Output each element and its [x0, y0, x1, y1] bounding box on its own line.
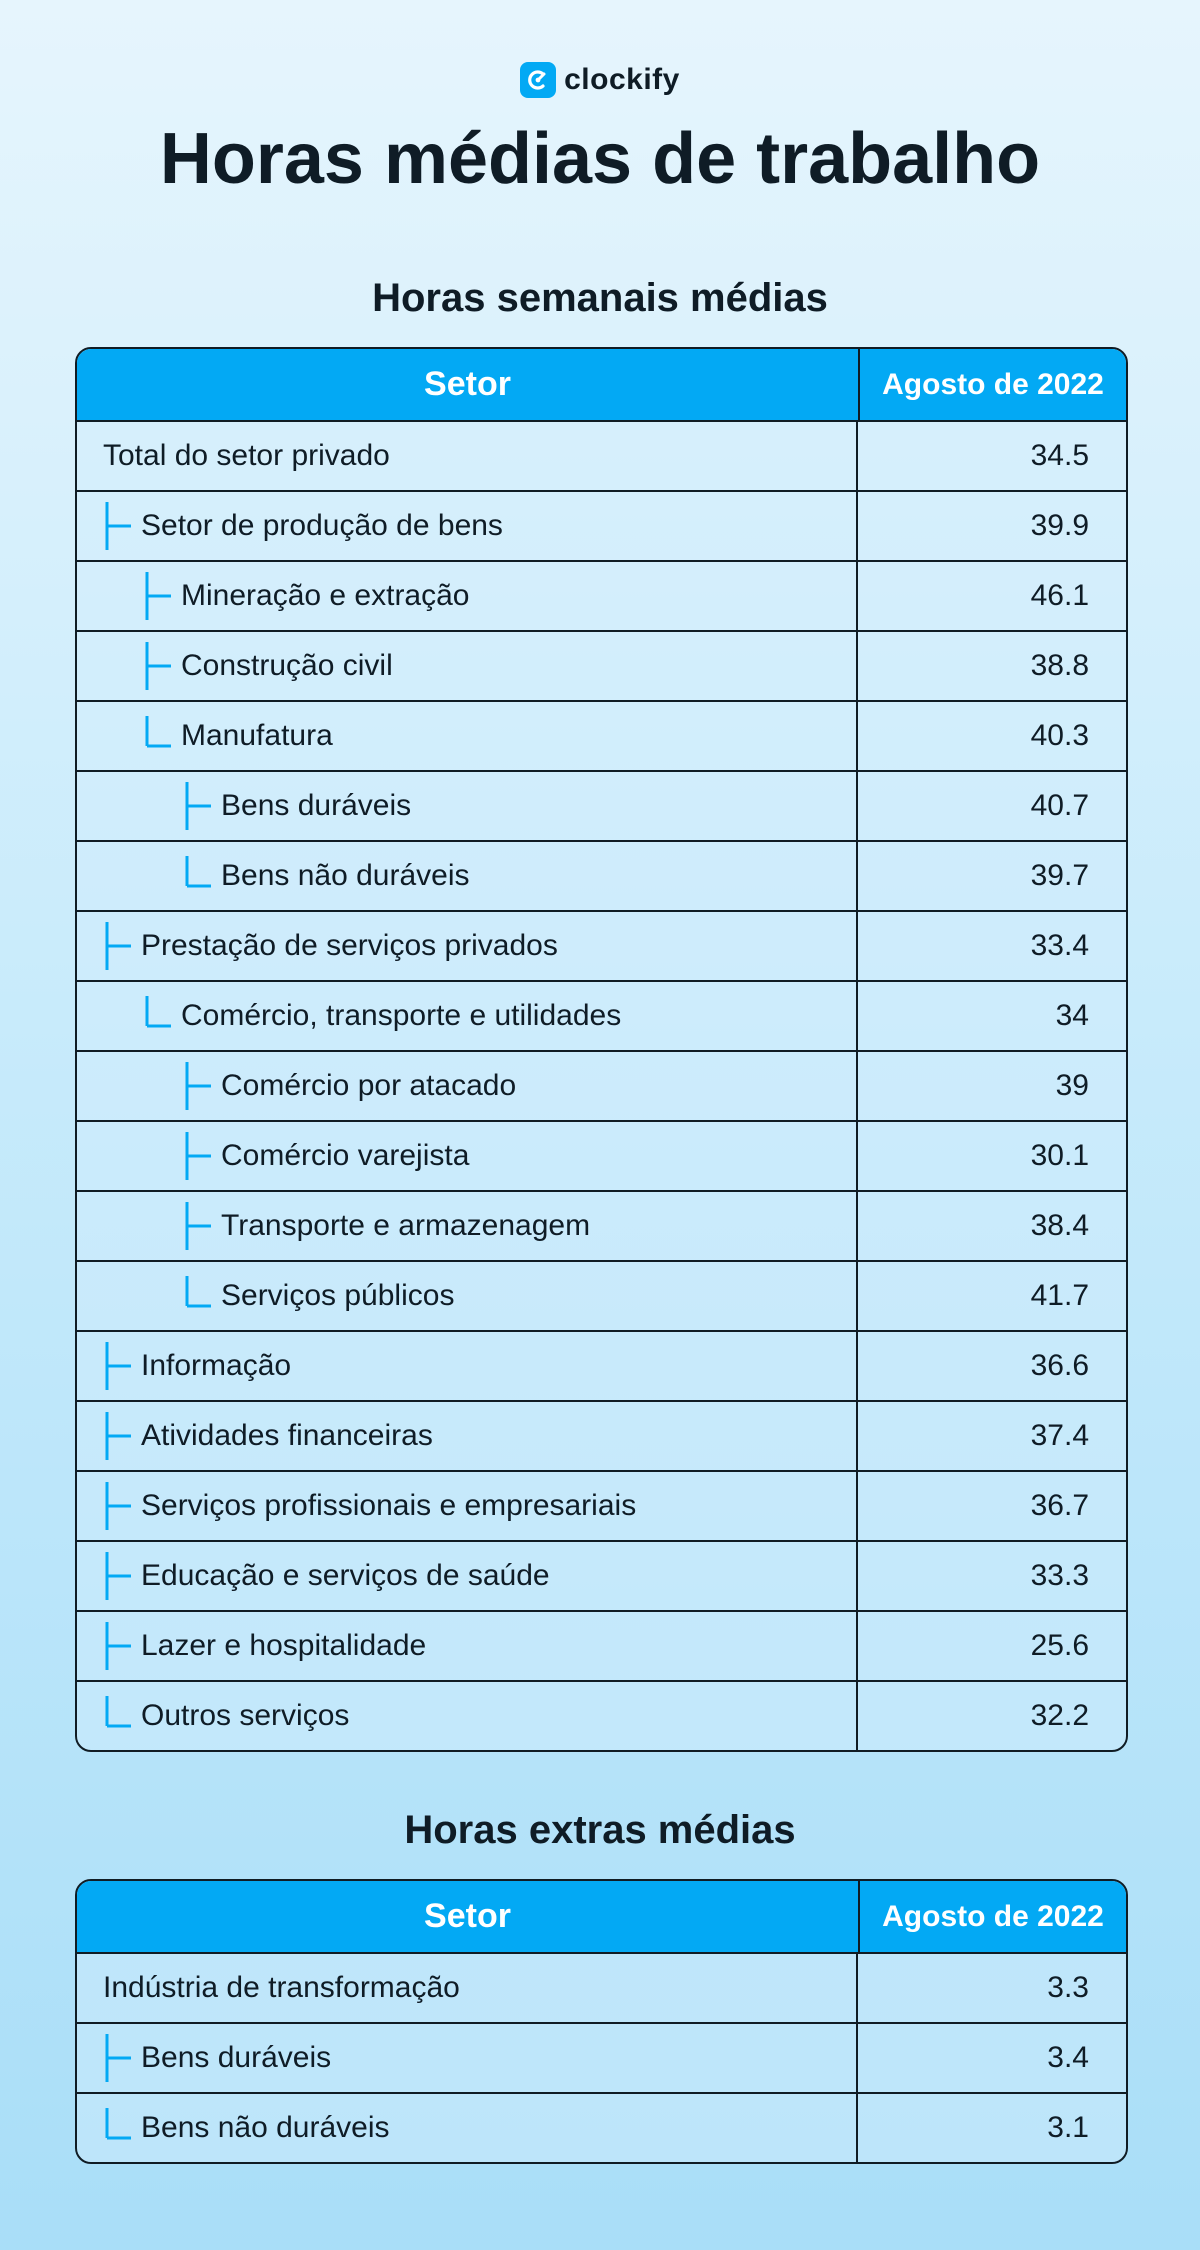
hours-value: 3.3 [1047, 1971, 1089, 2004]
table-row [77, 422, 1126, 492]
hours-value: 30.1 [1030, 1139, 1089, 1172]
sector-cell [77, 1332, 858, 1400]
sector-label: Bens não duráveis [221, 859, 470, 892]
table-row [77, 1472, 1126, 1542]
sector-label: Lazer e hospitalidade [141, 1629, 427, 1662]
sector-label: Bens duráveis [221, 789, 412, 822]
sector-cell [77, 1192, 858, 1260]
table-row [77, 1612, 1126, 1682]
logo-text: clockify [564, 63, 680, 96]
table-row [77, 1542, 1126, 1612]
tree-branch-icon [103, 1552, 141, 1600]
table-row [77, 772, 1126, 842]
tree-end-branch-icon [143, 992, 181, 1040]
sector-label: Total do setor privado [103, 439, 390, 472]
page-title: Horas médias de trabalho [159, 119, 1041, 199]
sector-label: Transporte e armazenagem [221, 1209, 591, 1242]
tree-branch-icon [103, 1622, 141, 1670]
hours-value: 33.4 [1030, 929, 1089, 962]
tree-branch-icon [103, 1342, 141, 1390]
table-row [77, 702, 1126, 772]
sector-label: Indústria de transformação [103, 1971, 460, 2004]
sector-label: Outros serviços [141, 1699, 350, 1732]
tree-branch-icon [183, 782, 221, 830]
hours-value: 33.3 [1030, 1559, 1089, 1592]
sector-cell [77, 1472, 858, 1540]
sector-cell [77, 422, 858, 490]
sector-cell [77, 982, 858, 1050]
hours-value: 41.7 [1030, 1279, 1089, 1312]
tree-end-branch-icon [183, 852, 221, 900]
sector-cell [77, 1262, 858, 1330]
tree-end-branch-icon [103, 2104, 141, 2152]
sector-label: Manufatura [181, 719, 333, 752]
sector-cell [77, 842, 858, 910]
sector-cell [77, 2094, 858, 2162]
sector-cell [77, 912, 858, 980]
table-row [77, 2024, 1126, 2094]
sector-cell [77, 772, 858, 840]
table-row [77, 1192, 1126, 1262]
table-row [77, 1402, 1126, 1472]
hours-value: 3.4 [1047, 2041, 1089, 2074]
sector-label: Bens duráveis [141, 2041, 332, 2074]
sector-label: Informação [141, 1349, 292, 1382]
sector-label: Comércio por atacado [221, 1069, 517, 1102]
sector-cell [77, 1954, 858, 2022]
sector-cell [77, 492, 858, 560]
sector-cell [77, 632, 858, 700]
tree-branch-icon [103, 502, 141, 550]
hours-value: 40.3 [1030, 719, 1089, 752]
hours-value: 40.7 [1030, 789, 1089, 822]
sector-label: Comércio varejista [221, 1139, 470, 1172]
sector-cell [77, 1682, 858, 1750]
tree-branch-icon [103, 2034, 141, 2082]
sector-cell [77, 1612, 858, 1680]
hours-value: 37.4 [1030, 1419, 1089, 1452]
table-row [77, 842, 1126, 912]
column-header-date: Agosto de 2022 [882, 1899, 1104, 1933]
hours-value: 38.4 [1030, 1209, 1089, 1242]
hours-value: 34 [1055, 999, 1089, 1032]
tree-branch-icon [143, 572, 181, 620]
sector-cell [77, 2024, 858, 2092]
hours-value: 36.7 [1030, 1489, 1089, 1522]
table-row [77, 1954, 1126, 2024]
sector-cell [77, 702, 858, 770]
hours-value: 36.6 [1030, 1349, 1089, 1382]
table-row [77, 1122, 1126, 1192]
sector-label: Bens não duráveis [141, 2111, 390, 2144]
sector-label: Prestação de serviços privados [141, 929, 558, 962]
tree-end-branch-icon [103, 1692, 141, 1740]
sector-cell [77, 1542, 858, 1610]
sector-cell [77, 1052, 858, 1120]
hours-value: 34.5 [1030, 439, 1089, 472]
hours-value: 38.8 [1030, 649, 1089, 682]
table-body [77, 422, 1126, 1750]
table-row [77, 632, 1126, 702]
sector-cell [77, 1122, 858, 1190]
sector-label: Educação e serviços de saúde [141, 1559, 550, 1592]
overtime-hours-table [75, 1879, 1128, 2164]
table-header [77, 1881, 1126, 1954]
sector-label: Atividades financeiras [141, 1419, 433, 1452]
sector-label: Setor de produção de bens [141, 509, 503, 542]
sector-cell [77, 562, 858, 630]
table-row [77, 1262, 1126, 1332]
table-body [77, 1954, 1126, 2162]
tree-end-branch-icon [183, 1272, 221, 1320]
overtime-hours-title: Horas extras médias [404, 1808, 796, 1852]
weekly-hours-title: Horas semanais médias [372, 276, 828, 320]
table-row [77, 1332, 1126, 1402]
table-row [77, 492, 1126, 562]
hours-value: 46.1 [1030, 579, 1089, 612]
column-header-sector: Setor [77, 349, 860, 420]
sector-cell [77, 1402, 858, 1470]
sector-label: Serviços públicos [221, 1279, 455, 1312]
sector-label: Mineração e extração [181, 579, 470, 612]
tree-branch-icon [183, 1202, 221, 1250]
column-header-sector: Setor [77, 1881, 860, 1952]
table-row [77, 562, 1126, 632]
sector-label: Comércio, transporte e utilidades [181, 999, 622, 1032]
logo [0, 62, 1200, 98]
sector-label: Serviços profissionais e empresariais [141, 1489, 637, 1522]
hours-value: 25.6 [1030, 1629, 1089, 1662]
tree-branch-icon [103, 922, 141, 970]
table-row [77, 982, 1126, 1052]
table-row [77, 1052, 1126, 1122]
sector-label: Construção civil [181, 649, 393, 682]
hours-value: 32.2 [1030, 1699, 1089, 1732]
table-row [77, 912, 1126, 982]
hours-value: 3.1 [1047, 2111, 1089, 2144]
clockify-logo-icon [520, 62, 556, 98]
tree-branch-icon [183, 1132, 221, 1180]
hours-value: 39 [1055, 1069, 1089, 1102]
table-header [77, 349, 1126, 422]
hours-value: 39.9 [1030, 509, 1089, 542]
tree-branch-icon [103, 1482, 141, 1530]
column-header-date: Agosto de 2022 [882, 367, 1104, 401]
table-row [77, 2094, 1126, 2162]
tree-branch-icon [143, 642, 181, 690]
weekly-hours-table [75, 347, 1128, 1752]
tree-end-branch-icon [143, 712, 181, 760]
hours-value: 39.7 [1030, 859, 1089, 892]
table-row [77, 1682, 1126, 1750]
tree-branch-icon [103, 1412, 141, 1460]
tree-branch-icon [183, 1062, 221, 1110]
